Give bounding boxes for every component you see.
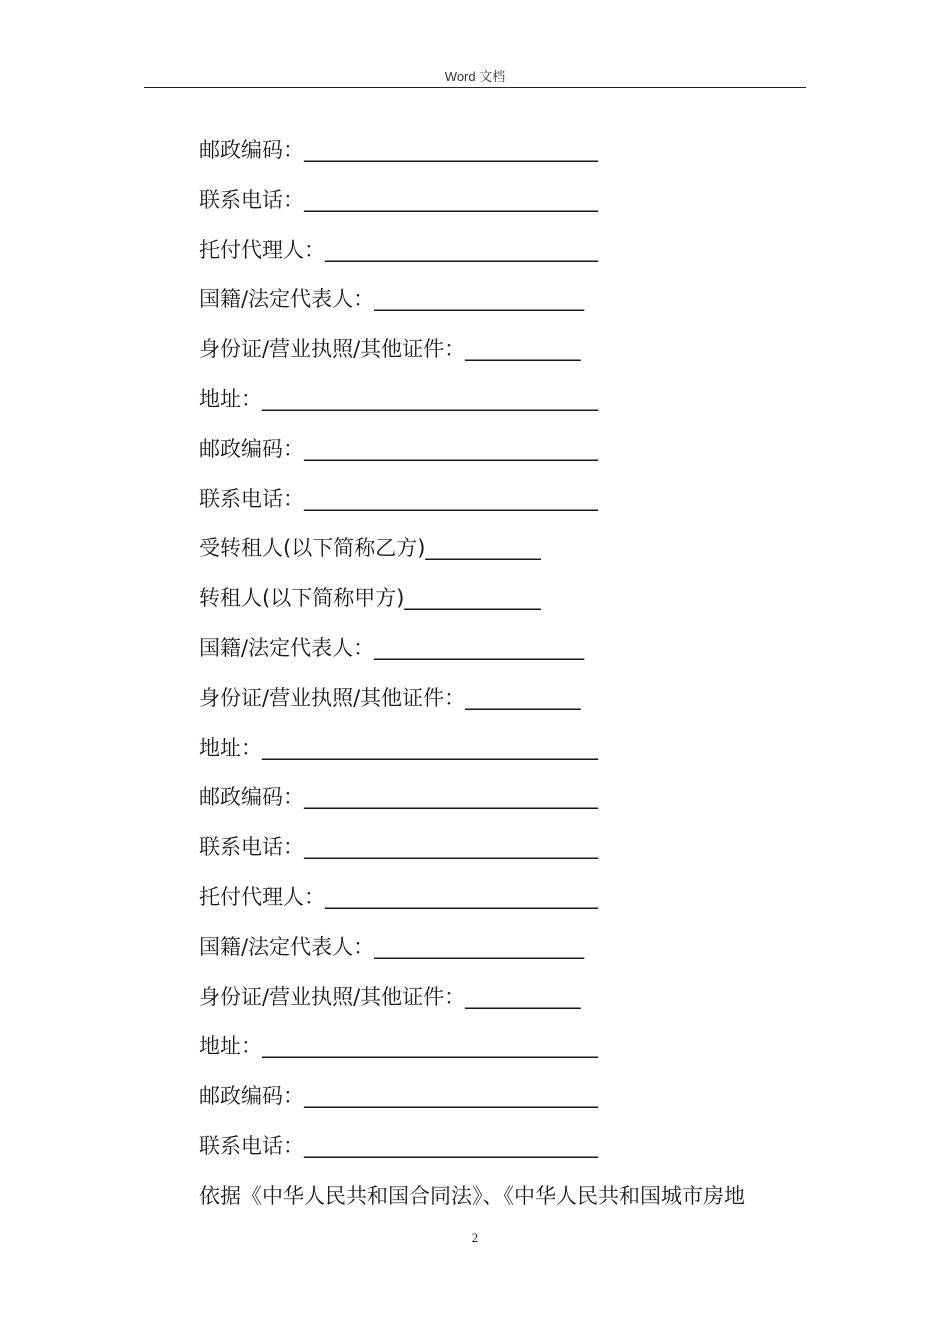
legal-basis-paragraph: 依据《中华人民共和国合同法》、《中华人民共和国城市房地: [199, 1183, 745, 1208]
address-line-2: 地址：________________________________: [199, 735, 598, 760]
phone-line-2: 联系电话：____________________________: [199, 486, 598, 511]
page-header: Word 文档: [444, 69, 506, 84]
phone-line-4: 联系电话：____________________________: [199, 1133, 598, 1158]
nationality-representative-line-1: 国籍/法定代表人：____________________: [199, 287, 585, 312]
address-line-1: 地址：________________________________: [199, 386, 598, 411]
agent-line-1: 托付代理人：__________________________: [199, 237, 598, 262]
agent-line-2: 托付代理人：__________________________: [199, 884, 598, 909]
phone-line-1: 联系电话：____________________________: [199, 187, 598, 212]
postal-code-line-2: 邮政编码：____________________________: [199, 436, 598, 461]
sublessee-line: 受转租人(以下简称乙方)___________: [199, 536, 541, 561]
page-number: 2: [471, 1230, 479, 1245]
postal-code-line-1: 邮政编码：____________________________: [199, 138, 598, 162]
postal-code-line-4: 邮政编码：____________________________: [199, 1084, 598, 1109]
id-license-line-1: 身份证/营业执照/其他证件：___________: [199, 337, 581, 362]
document-body: [199, 132, 809, 1228]
id-license-line-3: 身份证/营业执照/其他证件：___________: [199, 984, 581, 1009]
nationality-representative-line-2: 国籍/法定代表人：____________________: [199, 635, 585, 660]
nationality-representative-line-3: 国籍/法定代表人：____________________: [199, 934, 585, 959]
address-line-3: 地址：________________________________: [199, 1034, 598, 1059]
header-divider: [144, 87, 806, 88]
phone-line-3: 联系电话：____________________________: [199, 835, 598, 860]
postal-code-line-3: 邮政编码：____________________________: [199, 785, 598, 810]
id-license-line-2: 身份证/营业执照/其他证件：___________: [199, 685, 581, 710]
sublessor-line: 转租人(以下简称甲方)_____________: [199, 586, 541, 611]
